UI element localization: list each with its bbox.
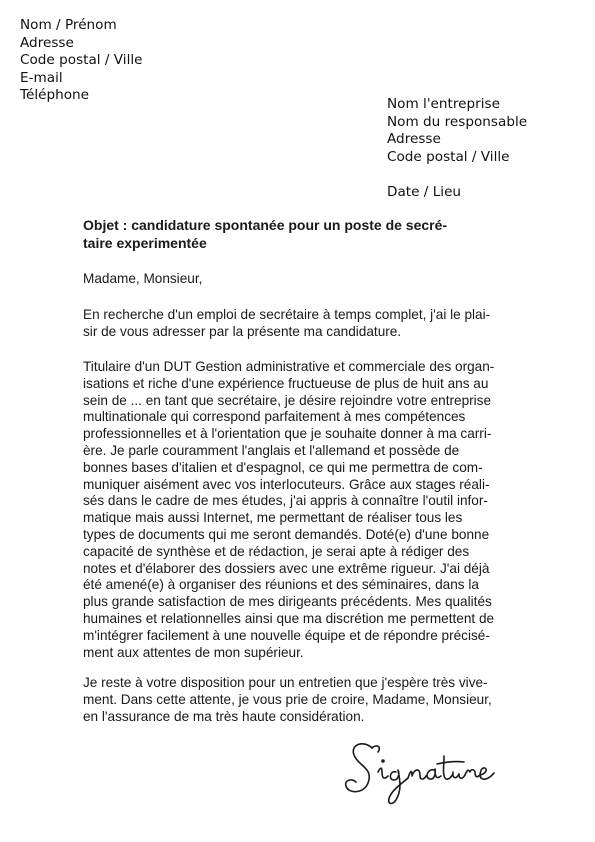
- paragraph-line: Je reste à votre disposition pour un entretien que j'espère très vive-: [83, 675, 488, 690]
- recipient-postal-city: Code postal / Ville: [387, 148, 510, 165]
- subject-line-1: Objet : candidature spontanée pour un poste de secré-: [83, 217, 448, 233]
- paragraph-line: professionnelles et à l'orientation que je souhaite donner à ma carri-: [83, 426, 492, 442]
- paragraph-line: matique mais aussi Internet, me permettant de réaliser tous les: [83, 510, 463, 526]
- handwritten-signature: [338, 728, 498, 810]
- paragraph-line: En recherche d'un emploi de secrétaire à temps complet, j'ai le plai-: [83, 307, 491, 322]
- paragraph-line: sein de ... en tant que secrétaire, je désire rejoindre votre entreprise: [83, 392, 492, 408]
- paragraph-line: notes et d'élaborer des dossiers avec une extrême rigueur. J'ai déjà: [83, 560, 490, 576]
- paragraph-line: humaines et relationnelles ainsi que ma discrétion me permettent de: [83, 610, 495, 626]
- paragraph-line: ment. Dans cette attente, je vous prie de croire, Madame, Monsieur,: [83, 691, 492, 707]
- paragraph-line: isations et riche d'une expérience fructueuse de plus de huit ans au: [83, 375, 489, 391]
- paragraph-line: Titulaire d'un DUT Gestion administrative et commerciale des organ-: [83, 359, 495, 374]
- paragraph-line: multinationale qui correspond parfaitement à mes compétences: [83, 409, 466, 425]
- sender-block: [20, 17, 143, 105]
- recipient-block: [387, 96, 527, 166]
- recipient-address: Adresse: [387, 131, 441, 148]
- paragraph-line: capacité de synthèse et de rédaction, je serai apte à rédiger des: [83, 543, 470, 559]
- paragraph-closing: [83, 675, 523, 725]
- date-place-text: Date / Lieu: [387, 184, 462, 200]
- salutation-text: Madame, Monsieur,: [83, 271, 203, 286]
- paragraph-line: ère. Je parle couramment l'anglais et l'allemand et possède de: [83, 442, 460, 458]
- paragraph-line: en l'assurance de ma très haute considération.: [83, 708, 365, 724]
- date-place: [387, 184, 461, 202]
- paragraph-line: plus grande satisfaction de mes dirigeants précédents. Mes qualités: [83, 594, 492, 610]
- paragraph-qualifications: [83, 359, 523, 661]
- recipient-manager: Nom du responsable: [387, 113, 528, 130]
- paragraph-line: m'intégrer facilement à une nouvelle équipe et de répondre précisé-: [83, 627, 490, 643]
- paragraph-line: été amené(e) à organiser des réunions et des séminaires, dans la: [83, 577, 479, 593]
- sender-postal-city: Code postal / Ville: [20, 52, 143, 69]
- subject-line-2: taire experimentée: [83, 234, 207, 251]
- sender-address: Adresse: [20, 34, 74, 51]
- paragraph-intro: [83, 307, 523, 341]
- recipient-company: Nom l'entreprise: [387, 96, 500, 112]
- paragraph-line: ment aux attentes de mon supérieur.: [83, 644, 304, 660]
- salutation: [83, 271, 523, 288]
- paragraph-line: bonnes bases d'italien et d'espagnol, ce qui me permettra de com-: [83, 459, 483, 475]
- sender-name: Nom / Prénom: [20, 17, 117, 33]
- paragraph-line: types de documents qui me seront demandés. Doté(e) d'une bonne: [83, 526, 490, 542]
- subject-line: [83, 217, 523, 252]
- paragraph-line: muniquer aisément avec vos interlocuteurs. Grâce aux stages réali-: [83, 476, 490, 492]
- paragraph-line: sés dans le cadre de mes études, j'ai appris à connaître l'outil infor-: [83, 493, 488, 509]
- sender-phone: Téléphone: [20, 87, 90, 104]
- paragraph-line: sir de vous adresser par la présente ma candidature.: [83, 323, 402, 339]
- sender-email: E-mail: [20, 69, 63, 86]
